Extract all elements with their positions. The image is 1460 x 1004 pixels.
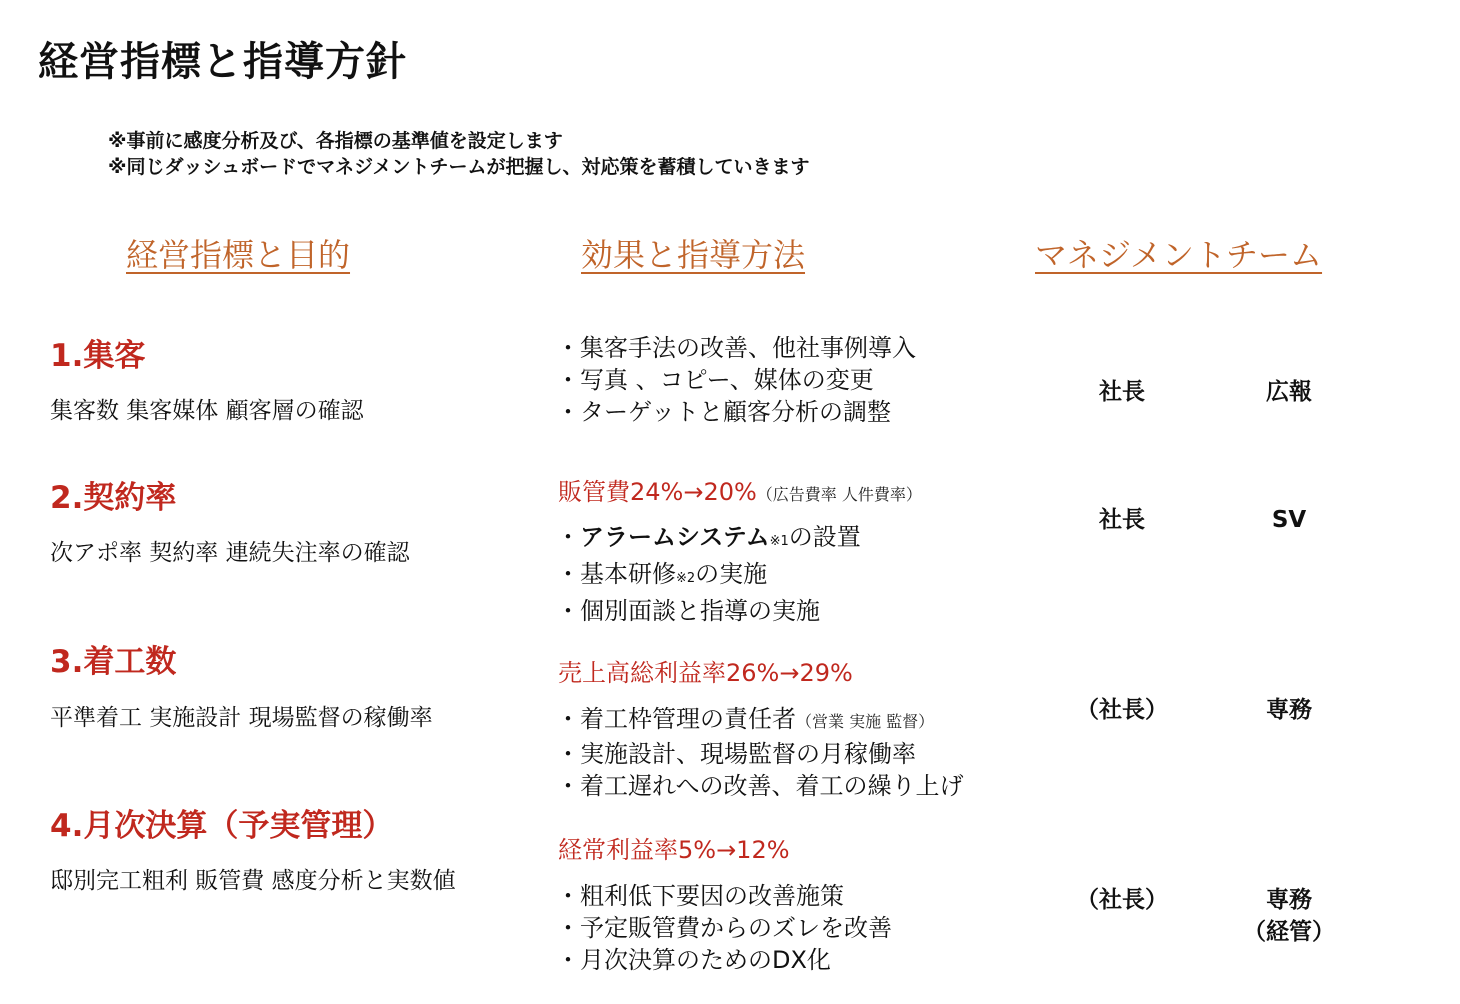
target-note: （広告費率 人件費率） <box>756 485 922 504</box>
target-value: 販管費24%→20% <box>558 478 757 506</box>
team-member-1a: 社長 <box>1099 379 1145 405</box>
column-header-indicators: 経営指標と目的 <box>126 236 351 274</box>
method-item: ・着工枠管理の責任者（営業 実施 監督） <box>556 705 935 733</box>
indicator-desc-4: 邸別完工粗利 販管費 感度分析と実数値 <box>50 868 456 894</box>
indicator-desc-2: 次アポ率 契約率 連続失注率の確認 <box>50 540 410 566</box>
team-member-2b: SV <box>1271 507 1307 533</box>
note-line-1: ※事前に感度分析及び、各指標の基準値を設定します <box>108 130 563 152</box>
column-header-team: マネジメントチーム <box>1035 236 1323 274</box>
method-item: ・個別面談と指導の実施 <box>556 597 820 625</box>
team-member-4b-line1: 専務 <box>1266 887 1312 913</box>
method-item: ・着工遅れへの改善、着工の繰り上げ <box>556 772 964 800</box>
footnote-mark-1: ※1 <box>769 534 789 549</box>
method-item: ・ターゲットと顧客分析の調整 <box>556 398 892 426</box>
page-title: 経営指標と指導方針 <box>38 39 407 85</box>
column-header-methods: 効果と指導方法 <box>581 236 806 274</box>
team-member-1b: 広報 <box>1266 379 1312 405</box>
team-member-4b-line2: （経管） <box>1243 919 1335 945</box>
target-metric-4: 経常利益率5%→12% <box>558 836 790 864</box>
indicator-title-2: 2.契約率 <box>50 480 177 516</box>
method-item: ・基本研修※2の実施 <box>556 560 768 588</box>
target-metric-3: 売上高総利益率26%→29% <box>558 659 853 687</box>
alarm-system-label: アラームシステム <box>580 523 770 551</box>
indicator-title-1: 1.集客 <box>50 338 146 374</box>
method-list-2 <box>556 521 861 627</box>
method-item: ・実施設計、現場監督の月稼働率 <box>556 740 916 768</box>
method-item: ・集客手法の改善、他社事例導入 <box>556 334 916 362</box>
team-member-4a: （社長） <box>1076 887 1168 913</box>
team-member-3b: 専務 <box>1266 697 1312 723</box>
team-member-4b <box>1199 884 1379 948</box>
method-item: ・アラームシステム※1の設置 <box>556 523 861 551</box>
method-item: ・月次決算のためのDX化 <box>556 946 831 974</box>
method-list-3 <box>556 703 964 802</box>
method-list-1 <box>556 332 916 428</box>
note-line-2: ※同じダッシュボードでマネジメントチームが把握し、対応策を蓄積していきます <box>108 156 810 178</box>
indicator-desc-1: 集客数 集客媒体 顧客層の確認 <box>50 398 364 424</box>
team-member-2a: 社長 <box>1099 507 1145 533</box>
target-metric-2 <box>558 472 922 507</box>
team-member-3a: （社長） <box>1076 697 1168 723</box>
indicator-title-4: 4.月次決算（予実管理） <box>50 808 394 844</box>
indicator-desc-3: 平準着工 実施設計 現場監督の稼働率 <box>50 705 433 731</box>
method-item: ・粗利低下要因の改善施策 <box>556 882 844 910</box>
method-list-4 <box>556 880 892 976</box>
footnote-mark-2: ※2 <box>676 571 696 586</box>
indicator-title-3: 3.着工数 <box>50 644 177 680</box>
method-item: ・予定販管費からのズレを改善 <box>556 914 892 942</box>
method-item-note: （営業 実施 監督） <box>796 712 935 731</box>
method-item: ・写真 、コピー、媒体の変更 <box>556 366 874 394</box>
